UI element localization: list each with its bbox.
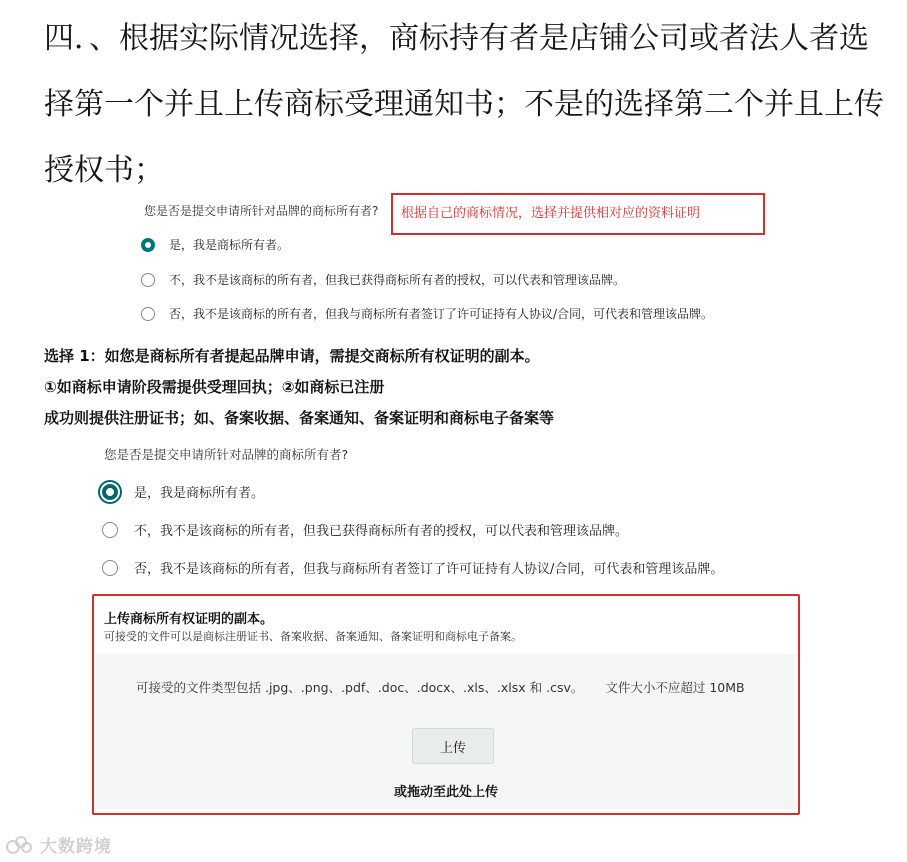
trademark-owner-question: 您是否是提交申请所针对品牌的商标所有者? (144, 204, 379, 218)
instruction-heading: 四．、根据实际情况选择，商标持有者是店铺公司或者法人者选择第一个并且上传商标受理通知书；不是的选择第二个并且上传授权书； (44, 21, 884, 188)
file-size-limit: 文件大小不应超过 10MB (605, 680, 745, 695)
option-label: 不，我不是该商标的所有者，但我已获得商标所有者的授权，可以代表和管理该品牌。 (134, 524, 629, 539)
radio-unselected-icon[interactable] (102, 522, 118, 538)
file-drop-zone[interactable] (96, 654, 796, 809)
drag-drop-hint: 或拖动至此处上传 (393, 785, 498, 800)
owner-option-yes-2[interactable] (102, 482, 264, 501)
owner-option-licensee-2[interactable] (102, 558, 723, 577)
option-label: 不，我不是该商标的所有者，但我已获得商标所有者的授权，可以代表和管理该品牌。 (169, 273, 626, 287)
watermark (6, 832, 112, 857)
radio-unselected-icon[interactable] (102, 560, 118, 576)
radio-unselected-icon[interactable] (141, 273, 155, 287)
annotation-callout: 根据自己的商标情况，选择并提供相对应的资料证明 (391, 193, 765, 235)
file-type-info (136, 678, 745, 696)
upload-title: 上传商标所有权证明的副本。 (104, 612, 274, 627)
radio-selected-icon[interactable] (141, 238, 155, 252)
option-label: 是，我是商标所有者。 (169, 238, 290, 252)
watermark-logo-icon (6, 836, 32, 854)
option-label: 否，我不是该商标的所有者，但我与商标所有者签订了许可证持有人协议/合同，可代表和管理该品牌。 (134, 562, 724, 577)
upload-description: 可接受的文件可以是商标注册证书、备案收据、备案通知、备案证明和商标电子备案。 (104, 630, 522, 643)
owner-option-licensee[interactable] (141, 305, 713, 322)
explanation-line-2: ①如商标申请阶段需提供受理回执；②如商标已注册 (44, 378, 385, 396)
explanation-line-3: 成功则提供注册证书；如、备案收据、备案通知、备案证明和商标电子备案等 (44, 409, 555, 427)
option-label: 否，我不是该商标的所有者，但我与商标所有者签订了许可证持有人协议/合同，可代表和管理该品牌。 (169, 307, 714, 321)
accepted-file-types: 可接受的文件类型包括 .jpg、.png、.pdf、.doc、.docx、.xls、.xlsx 和 .csv。 (136, 680, 584, 695)
upload-button[interactable]: 上传 (412, 728, 494, 764)
upload-section (92, 594, 800, 815)
radio-selected-icon[interactable] (102, 484, 118, 500)
trademark-owner-question-2: 您是否是提交申请所针对品牌的商标所有者? (104, 447, 349, 462)
owner-option-yes[interactable] (141, 236, 289, 253)
owner-option-authorized-2[interactable] (102, 520, 628, 539)
explanation-line-1: 选择 1：如您是商标所有者提起品牌申请，需提交商标所有权证明的副本。 (44, 347, 540, 365)
radio-unselected-icon[interactable] (141, 307, 155, 321)
owner-option-authorized[interactable] (141, 271, 625, 288)
option-label: 是，我是商标所有者。 (134, 486, 265, 501)
watermark-text: 大数跨境 (40, 837, 112, 857)
